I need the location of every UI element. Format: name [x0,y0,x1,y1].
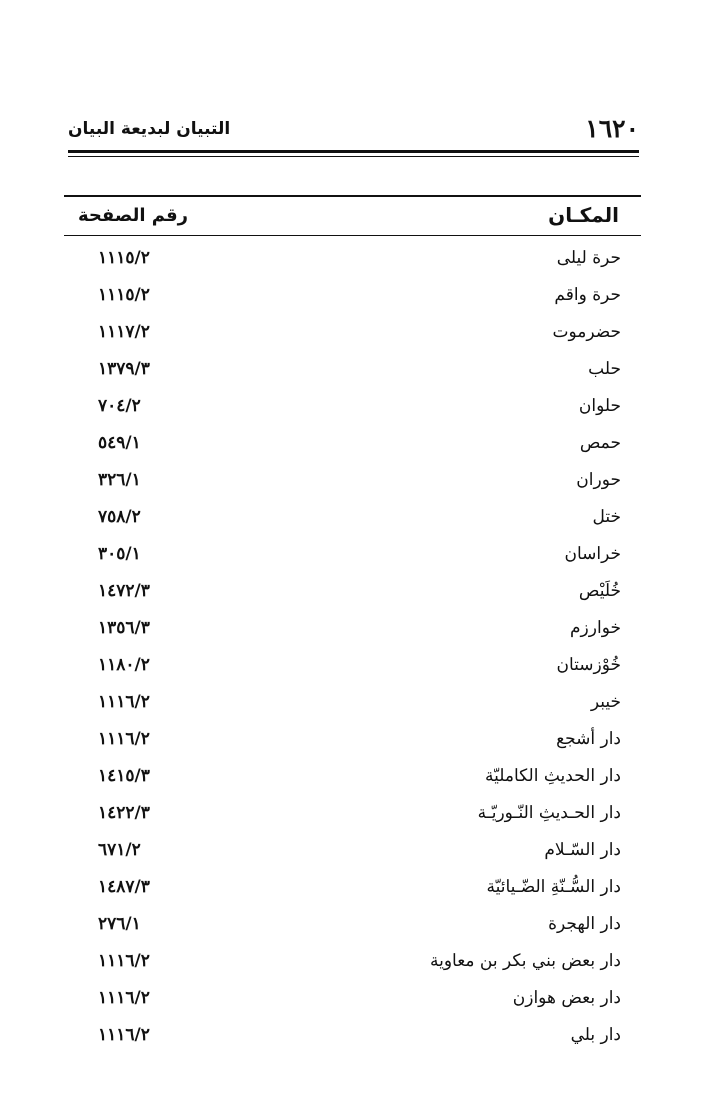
table-row [64,648,641,685]
place-name: دار بعض بني بكر بن معاوية [429,951,621,971]
page-reference: ١١١٦/٢ [98,729,150,749]
place-name: ختل [592,507,621,527]
page-reference: ٦٧١/٢ [98,840,141,860]
place-name: حلوان [578,396,621,416]
place-name: دار الهجرة [548,914,621,934]
table-row [64,574,641,611]
page-reference: ١١١٥/٢ [98,248,150,268]
table-row [64,981,641,1018]
table-row [64,500,641,537]
place-name: حوران [576,470,621,490]
page-reference: ١٣٥٦/٣ [98,618,150,638]
table-row [64,759,641,796]
page-reference: ١٤٧٢/٣ [98,581,150,601]
page-reference: ١٣٧٩/٣ [98,359,150,379]
page-reference: ٢٧٦/١ [98,914,141,934]
place-name: دار بعض هوازن [512,988,621,1008]
page-reference: ١١٨٠/٢ [98,655,150,675]
page-reference: ١١١٧/٢ [98,322,150,342]
place-name: دار السّـلام [544,840,621,860]
header-rule-thick [68,150,639,153]
page-reference: ١١١٦/٢ [98,1025,150,1045]
table-row [64,463,641,500]
place-name: خراسان [564,544,621,564]
place-name: خُلَيْص [578,581,621,601]
page-reference: ٧٠٤/٢ [98,396,141,416]
table-row [64,944,641,981]
page-reference: ١٤١٥/٣ [98,766,150,786]
page-reference: ٣٠٥/١ [98,544,141,564]
page-reference: ١١١٦/٢ [98,988,150,1008]
table-row [64,796,641,833]
place-name: خُوْزستان [556,655,621,675]
table-row [64,1018,641,1055]
column-header-place: المكـان [548,203,619,227]
place-name: حمص [579,433,621,453]
place-name: دار الحديثِ الكامليّة [485,766,621,786]
place-name: حرة ليلى [556,248,621,268]
page-reference: ١٤٨٧/٣ [98,877,150,897]
place-name: خيبر [590,692,621,712]
place-name: دار أشجع [556,729,621,749]
table-row [64,722,641,759]
table-row [64,537,641,574]
page-reference: ٥٤٩/١ [98,433,141,453]
table-top-rule [64,195,641,197]
page-reference: ١١١٦/٢ [98,692,150,712]
page-number: ١٦٢٠ [585,114,639,143]
place-name: حلب [588,359,621,379]
column-header-page-number: رقم الصفحة [78,205,189,226]
place-name: دار الحـديثِ النّـوريّـة [477,803,621,823]
place-name: دار بلي [570,1025,621,1045]
page-reference: ١٤٢٢/٣ [98,803,150,823]
page-reference: ٣٢٦/١ [98,470,141,490]
table-row [64,278,641,315]
place-name: حضرموت [552,322,621,342]
table-row [64,611,641,648]
table-row [64,389,641,426]
table-row [64,907,641,944]
table-row [64,352,641,389]
place-name: دار السُّـنّةِ الضّـيائيّة [486,877,621,897]
place-name: حرة واقم [554,285,621,305]
table-row [64,241,641,278]
page-reference: ١١١٦/٢ [98,951,150,971]
place-name: خوارزم [570,618,621,638]
index-table-body [64,241,641,1055]
page-reference: ١١١٥/٢ [98,285,150,305]
table-row [64,315,641,352]
table-row [64,870,641,907]
table-header-rule [64,235,641,236]
table-row [64,685,641,722]
table-row [64,426,641,463]
page-reference: ٧٥٨/٢ [98,507,141,527]
header-rule-thin [68,156,639,157]
table-row [64,833,641,870]
book-title: التبيان لبديعة البيان [68,119,231,139]
page-header [68,112,639,148]
